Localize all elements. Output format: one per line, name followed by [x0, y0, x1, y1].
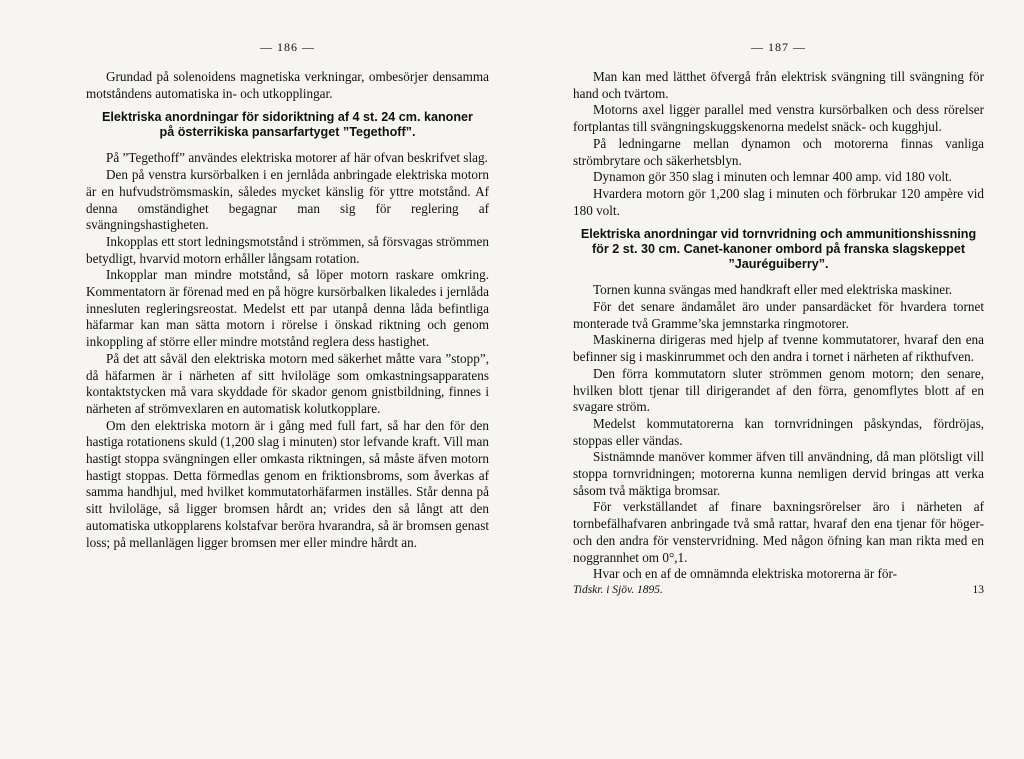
footer-source: Tidskr. i Sjöv. 1895. [573, 583, 663, 596]
paragraph: Maskinerna dirigeras med hjelp af tvenne kommutatorer, hvaraf den ena befinner sig i maskinrummet och den andra i tornet i närheten af rikthufven. [573, 332, 984, 365]
right-page [515, 0, 1024, 759]
paragraph: Medelst kommutatorerna kan tornvridningen påskyndas, fördröjas, stoppas eller vändas. [573, 415, 984, 448]
paragraph: Den på venstra kursörbalken i en jernlåda anbringade elektriska motorn är en hufvudströmsmaskin, således mycket känslig för yttre motstånd. Af denna omständighet begagnar man sig för reglering af svängningshastigheten. [86, 167, 489, 233]
paragraph: Dynamon gör 350 slag i minuten och lemnar 400 amp. vid 180 volt. [593, 169, 952, 185]
heading-line: Elektriska anordningar vid tornvridning och ammunitionshissning [580, 227, 977, 242]
section-heading [573, 227, 984, 272]
paragraph: På det att såväl den elektriska motorn med säkerhet måtte vara ”stopp”, då häfarmen är i närheten af sitt hviloläge som omkastningsapparatens kontaktstycken må vara skyddade för skador genom gnistbildning, finnes i närheten af strömvexlaren en automatisk kolutkopplare. [86, 350, 489, 416]
page-number: — 186 — [260, 40, 315, 54]
paragraph: Hvar och en af de omnämnda elektriska motorerna är för- [593, 566, 898, 582]
paragraph: Den förra kommutatorn sluter strömmen genom motorn; den senare, hvilken blott tjenar till dirigerandet af den förra, genomflytes blott af en svagare ström. [573, 365, 984, 415]
heading-line: på österrikiska pansarfartyget ”Tegethoff”. [159, 125, 416, 140]
paragraph: Tornen kunna svängas med handkraft eller med elektriska maskiner. [593, 282, 953, 298]
signature-mark: 13 [972, 583, 984, 596]
heading-line: Elektriska anordningar för sidoriktning af 4 st. 24 cm. kanoner [102, 110, 473, 125]
paragraph: Inkopplas ett stort ledningsmotstånd i strömmen, så försvagas strömmen betydligt, hvarvid motorn erhåller långsam rotation. [86, 233, 489, 266]
paragraph: Grundad på solenoidens magnetiska verkningar, ombesörjer densamma motståndens automatiska in- och utkopplingar. [86, 69, 489, 101]
section-heading [86, 110, 489, 140]
paragraph: För det senare ändamålet äro under pansardäcket för hvardera tornet monterade två Gramme’ska jemnstarka ringmotorer. [573, 299, 984, 331]
paragraph: Hvardera motorn gör 1,200 slag i minuten och förbrukar 120 ampère vid 180 volt. [573, 185, 984, 218]
heading-line: ”Jauréguiberry”. [728, 257, 829, 272]
page-number: — 187 — [751, 40, 806, 54]
paragraph: På ledningarne mellan dynamon och motorerna finnas vanliga strömbrytare och säkerhetsblyn. [573, 135, 984, 168]
heading-line: för 2 st. 30 cm. Canet-kanoner ombord på franska slagskeppet [591, 242, 966, 257]
paragraph: Man kan med lätthet öfvergå från elektrisk svängning till svängning för hand och tvärtom. [573, 69, 984, 101]
paragraph: På ”Tegethoff” användes elektriska motorer af här ofvan beskrifvet slag. [106, 150, 488, 166]
paragraph: Inkopplar man mindre motstånd, så löper motorn raskare omkring. Kommentatorn är förenad med en på högre kursörbalken likaledes i jernlåda innesluten regleringsreostat. Medelst ett par utanpå denna låda befintliga häfarmar kan man sätta motorn i rörelse i önskad riktning och genom inkoppling af större eller mindre motstånd reglera dess hastighet. [86, 267, 489, 350]
paragraph: För verkställandet af finare baxningsrörelser äro i närheten af tornbefälhafvaren anbringade två små rattar, hvaraf den ena tjenar för höger- och den andra för venstervridning. Med någon öfning kan man rikta med en noggrannhet om 0°,1. [573, 499, 984, 565]
paragraph: Motorns axel ligger parallel med venstra kursörbalken och dess rörelser fortplantas till svängningskuggskenorna medelst snäck- och kugghjul. [573, 102, 984, 135]
paragraph: Sistnämnde manöver kommer äfven till användning, då man plötsligt vill stoppa tornvridningen; motorerna kunna nemligen dervid bringas att verka såsom två mäktiga bromsar. [573, 449, 984, 498]
page-footer [573, 584, 984, 596]
paragraph: Om den elektriska motorn är i gång med full fart, så har den för den hastiga rotationens skuld (1,200 slag i minuten) stor lefvande kraft. Vill man hastigt stoppa svängningen eller omkasta riktningen, så måste äfven motorn hastigt stoppas. Detta förmedlas genom en friktionsbroms, som åverkas af samma handhjul, med hvilket kommutatorhäfarmen inställes. Står denna på sitt hviloläge, så ligger bromsen hårdt an; vrides den så långt att den automatiska utkopplarens kolstafvar beröra hvarandra, så är bromsen genast loss; på mellanlägen ligger bromsen mer eller mindre hårdt an. [86, 417, 489, 550]
